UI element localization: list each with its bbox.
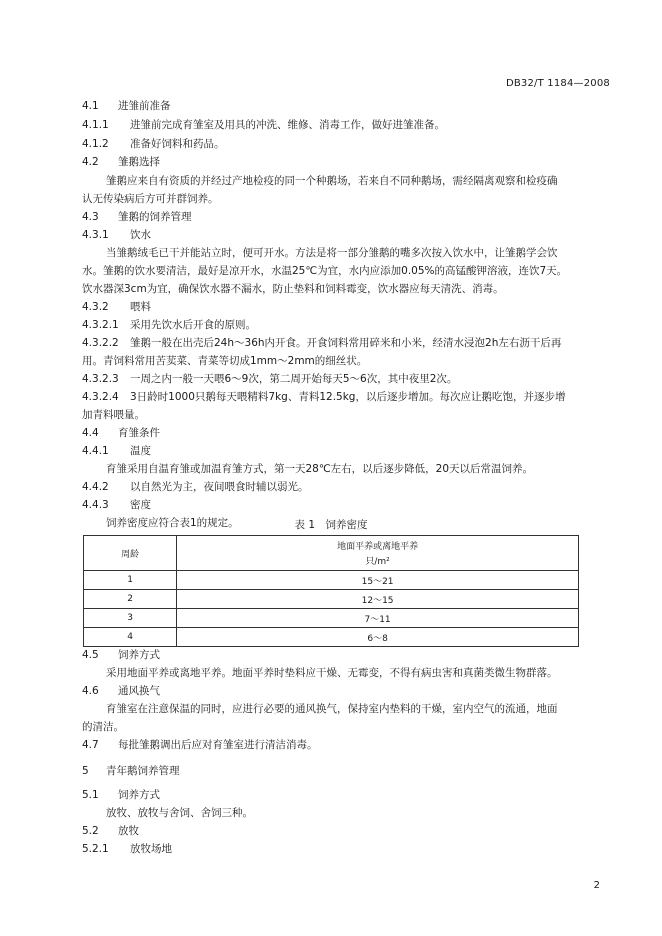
heading-4-6: 4.6 通风换气 [82, 685, 160, 697]
clause-4-3-2: 4.3.2 喂料 [82, 301, 151, 313]
paragraph-line: 用。青饲料常用苦荬菜、青菜等切成1mm～2mm的细丝状。 [82, 355, 368, 367]
clause-4-1-1: 4.1.1 进雏前完成育雏室及用具的冲洗、维修、消毒工作，做好进雏准备。 [82, 119, 445, 131]
table-row: 1 15～21 [84, 571, 579, 590]
paragraph-line: 当雏鹅绒毛已干并能站立时，便可开水。方法是将一部分雏鹅的嘴多次按入饮水中，让雏鹅学会饮 [106, 247, 558, 259]
clause-4-3-1: 4.3.1 饮水 [82, 229, 151, 241]
clause-5-2-1: 5.2.1 放牧场地 [82, 843, 172, 855]
table-row: 4 6～8 [84, 628, 579, 647]
page-number: 2 [593, 880, 600, 891]
clause-4-7: 4.7 每批雏鹅调出后应对育雏室进行清洁消毒。 [82, 739, 318, 751]
table-row: 2 12～15 [84, 590, 579, 609]
heading-4-5: 4.5 饲养方式 [82, 649, 160, 661]
paragraph-line: 认无传染病后方可并群饲养。 [82, 193, 219, 205]
density-table [83, 535, 579, 647]
paragraph-line: 饮水器深3cm为宜，确保饮水器不漏水，防止垫料和饲料霉变，饮水器应每天清洗、消毒。 [82, 283, 504, 295]
table-row: 3 7～11 [84, 609, 579, 628]
paragraph-line: 放牧、放牧与舍饲、舍饲三种。 [106, 807, 253, 819]
paragraph-line: 育雏室在注意保温的同时，应进行必要的通风换气，保持室内垫料的干燥，室内空气的流通，地面 [106, 703, 558, 715]
table-title: 表 1 饲养密度 [294, 519, 368, 531]
heading-5: 5 青年鹅饲养管理 [82, 765, 180, 777]
heading-5-2: 5.2 放牧 [82, 825, 139, 837]
clause-4-3-2-2: 4.3.2.2 雏鹅一般在出壳后24h～36h内开食。开食饲料常用碎米和小米，经清水浸泡2h左右沥干后再 [82, 337, 562, 349]
clause-4-4-2: 4.4.2 以自然光为主，夜间喂食时辅以弱光。 [82, 481, 309, 493]
heading-4-1: 4.1 进雏前准备 [82, 100, 171, 112]
paragraph-line: 的清洁。 [82, 721, 124, 733]
paragraph-line: 饲养密度应符合表1的规定。 [106, 517, 239, 529]
table-unit: 只/m² [365, 557, 390, 567]
paragraph-line: 水。雏鹅的饮水要清洁，最好是凉开水，水温25℃为宜，水内应添加0.05%的高锰酸钾溶液，连饮7天。 [82, 265, 568, 277]
document-id: DB32/T 1184—2008 [505, 78, 610, 89]
heading-4-2: 4.2 雏鹅选择 [82, 156, 160, 168]
clause-4-1-2: 4.1.2 准备好饲料和药品。 [82, 138, 225, 150]
clause-4-4-3: 4.4.3 密度 [82, 499, 151, 511]
paragraph-line: 采用地面平养或离地平养。地面平养时垫料应干燥、无霉变，不得有病虫害和真菌类微生物群落。 [106, 667, 558, 679]
clause-4-3-2-4: 4.3.2.4 3日龄时1000只鹅每天喂精料7kg、青料12.5kg，以后逐步增加。每次应让鹅吃饱，并逐步增 [82, 391, 566, 403]
clause-4-3-2-3: 4.3.2.3 一周之内一般一天喂6～9次，第二周开始每天5～6次，其中夜里2次。 [82, 373, 458, 385]
paragraph-line: 育雏采用自温育雏或加温育雏方式，第一天28℃左右，以后逐步降低，20天以后常温饲养。 [106, 463, 534, 475]
table-header-density: 地面平养或离地平养 只/m² [177, 536, 579, 571]
paragraph-line: 雏鹅应来自有资质的并经过产地检疫的同一个种鹅场，若来自不同种鹅场，需经隔离观察和检疫确 [106, 175, 558, 187]
heading-4-3: 4.3 雏鹅的饲养管理 [82, 211, 192, 223]
heading-4-4: 4.4 育雏条件 [82, 427, 160, 439]
heading-5-1: 5.1 饲养方式 [82, 789, 160, 801]
paragraph-line: 加青料喂量。 [82, 409, 145, 421]
clause-4-3-2-1: 4.3.2.1 采用先饮水后开食的原则。 [82, 319, 256, 331]
clause-4-4-1: 4.4.1 温度 [82, 445, 151, 457]
table-header-week: 周龄 [84, 536, 177, 571]
